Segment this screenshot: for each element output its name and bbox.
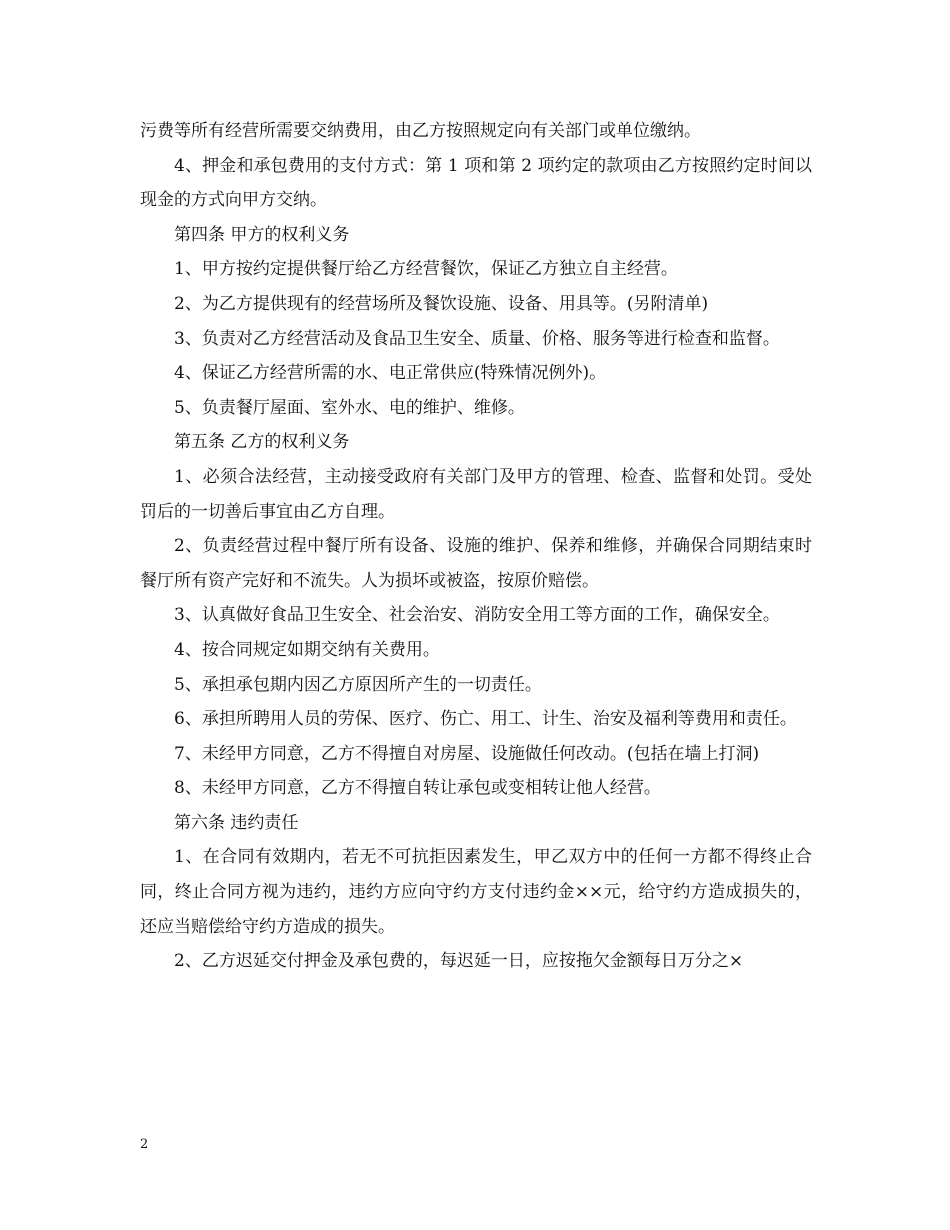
paragraph: 4、保证乙方经营所需的水、电正常供应(特殊情况例外)。 xyxy=(174,363,607,384)
paragraph: 2、乙方迟延交付押金及承包费的，每迟延一日，应按拖欠金额每日万分之× xyxy=(174,951,744,972)
paragraph: 5、承担承包期内因乙方原因所产生的一切责任。 xyxy=(174,674,542,695)
paragraph: 7、未经甲方同意，乙方不得擅自对房屋、设施做任何改动。(包括在墙上打洞) xyxy=(174,743,760,764)
document-body xyxy=(140,114,812,979)
paragraph: 5、负责餐厅屋面、室外水、电的维护、维修。 xyxy=(174,397,525,418)
paragraph: 1、甲方按约定提供餐厅给乙方经营餐饮，保证乙方独立自主经营。 xyxy=(174,259,678,280)
paragraph: 1、在合同有效期内，若无不可抗拒因素发生，甲乙双方中的任何一方都不得终止合同，终止合同方视为违约，违约方应向守约方支付违约金××元，给守约方造成损失的，还应当赔偿给守约方造成的损失。 xyxy=(140,847,812,937)
paragraph: 4、押金和承包费用的支付方式：第 1 项和第 2 项约定的款项由乙方按照约定时间以现金的方式向甲方交纳。 xyxy=(140,155,812,211)
section-heading: 第六条 违约责任 xyxy=(174,812,299,833)
paragraph: 污费等所有经营所需要交纳费用，由乙方按照规定向有关部门或单位缴纳。 xyxy=(140,121,701,141)
paragraph: 4、按合同规定如期交纳有关费用。 xyxy=(174,639,440,660)
paragraph: 6、承担所聘用人员的劳保、医疗、伤亡、用工、计生、治安及福利等费用和责任。 xyxy=(174,709,797,730)
paragraph: 3、负责对乙方经营活动及食品卫生安全、质量、价格、服务等进行检查和监督。 xyxy=(174,328,780,349)
paragraph: 3、认真做好食品卫生安全、社会治安、消防安全用工等方面的工作，确保安全。 xyxy=(174,605,780,626)
page-number: 2 xyxy=(140,1137,149,1152)
section-heading: 第五条 乙方的权利义务 xyxy=(174,432,350,453)
paragraph: 2、负责经营过程中餐厅所有设备、设施的维护、保养和维修，并确保合同期结束时餐厅所有资产完好和不流失。人为损坏或被盗，按原价赔偿。 xyxy=(140,536,812,591)
paragraph: 8、未经甲方同意，乙方不得擅自转让承包或变相转让他人经营。 xyxy=(174,778,661,799)
section-heading: 第四条 甲方的权利义务 xyxy=(174,224,350,245)
paragraph: 1、必须合法经营，主动接受政府有关部门及甲方的管理、检查、监督和处罚。受处罚后的一切善后事宜由乙方自理。 xyxy=(140,466,812,522)
paragraph: 2、为乙方提供现有的经营场所及餐饮设施、设备、用具等。(另附清单) xyxy=(174,293,709,314)
